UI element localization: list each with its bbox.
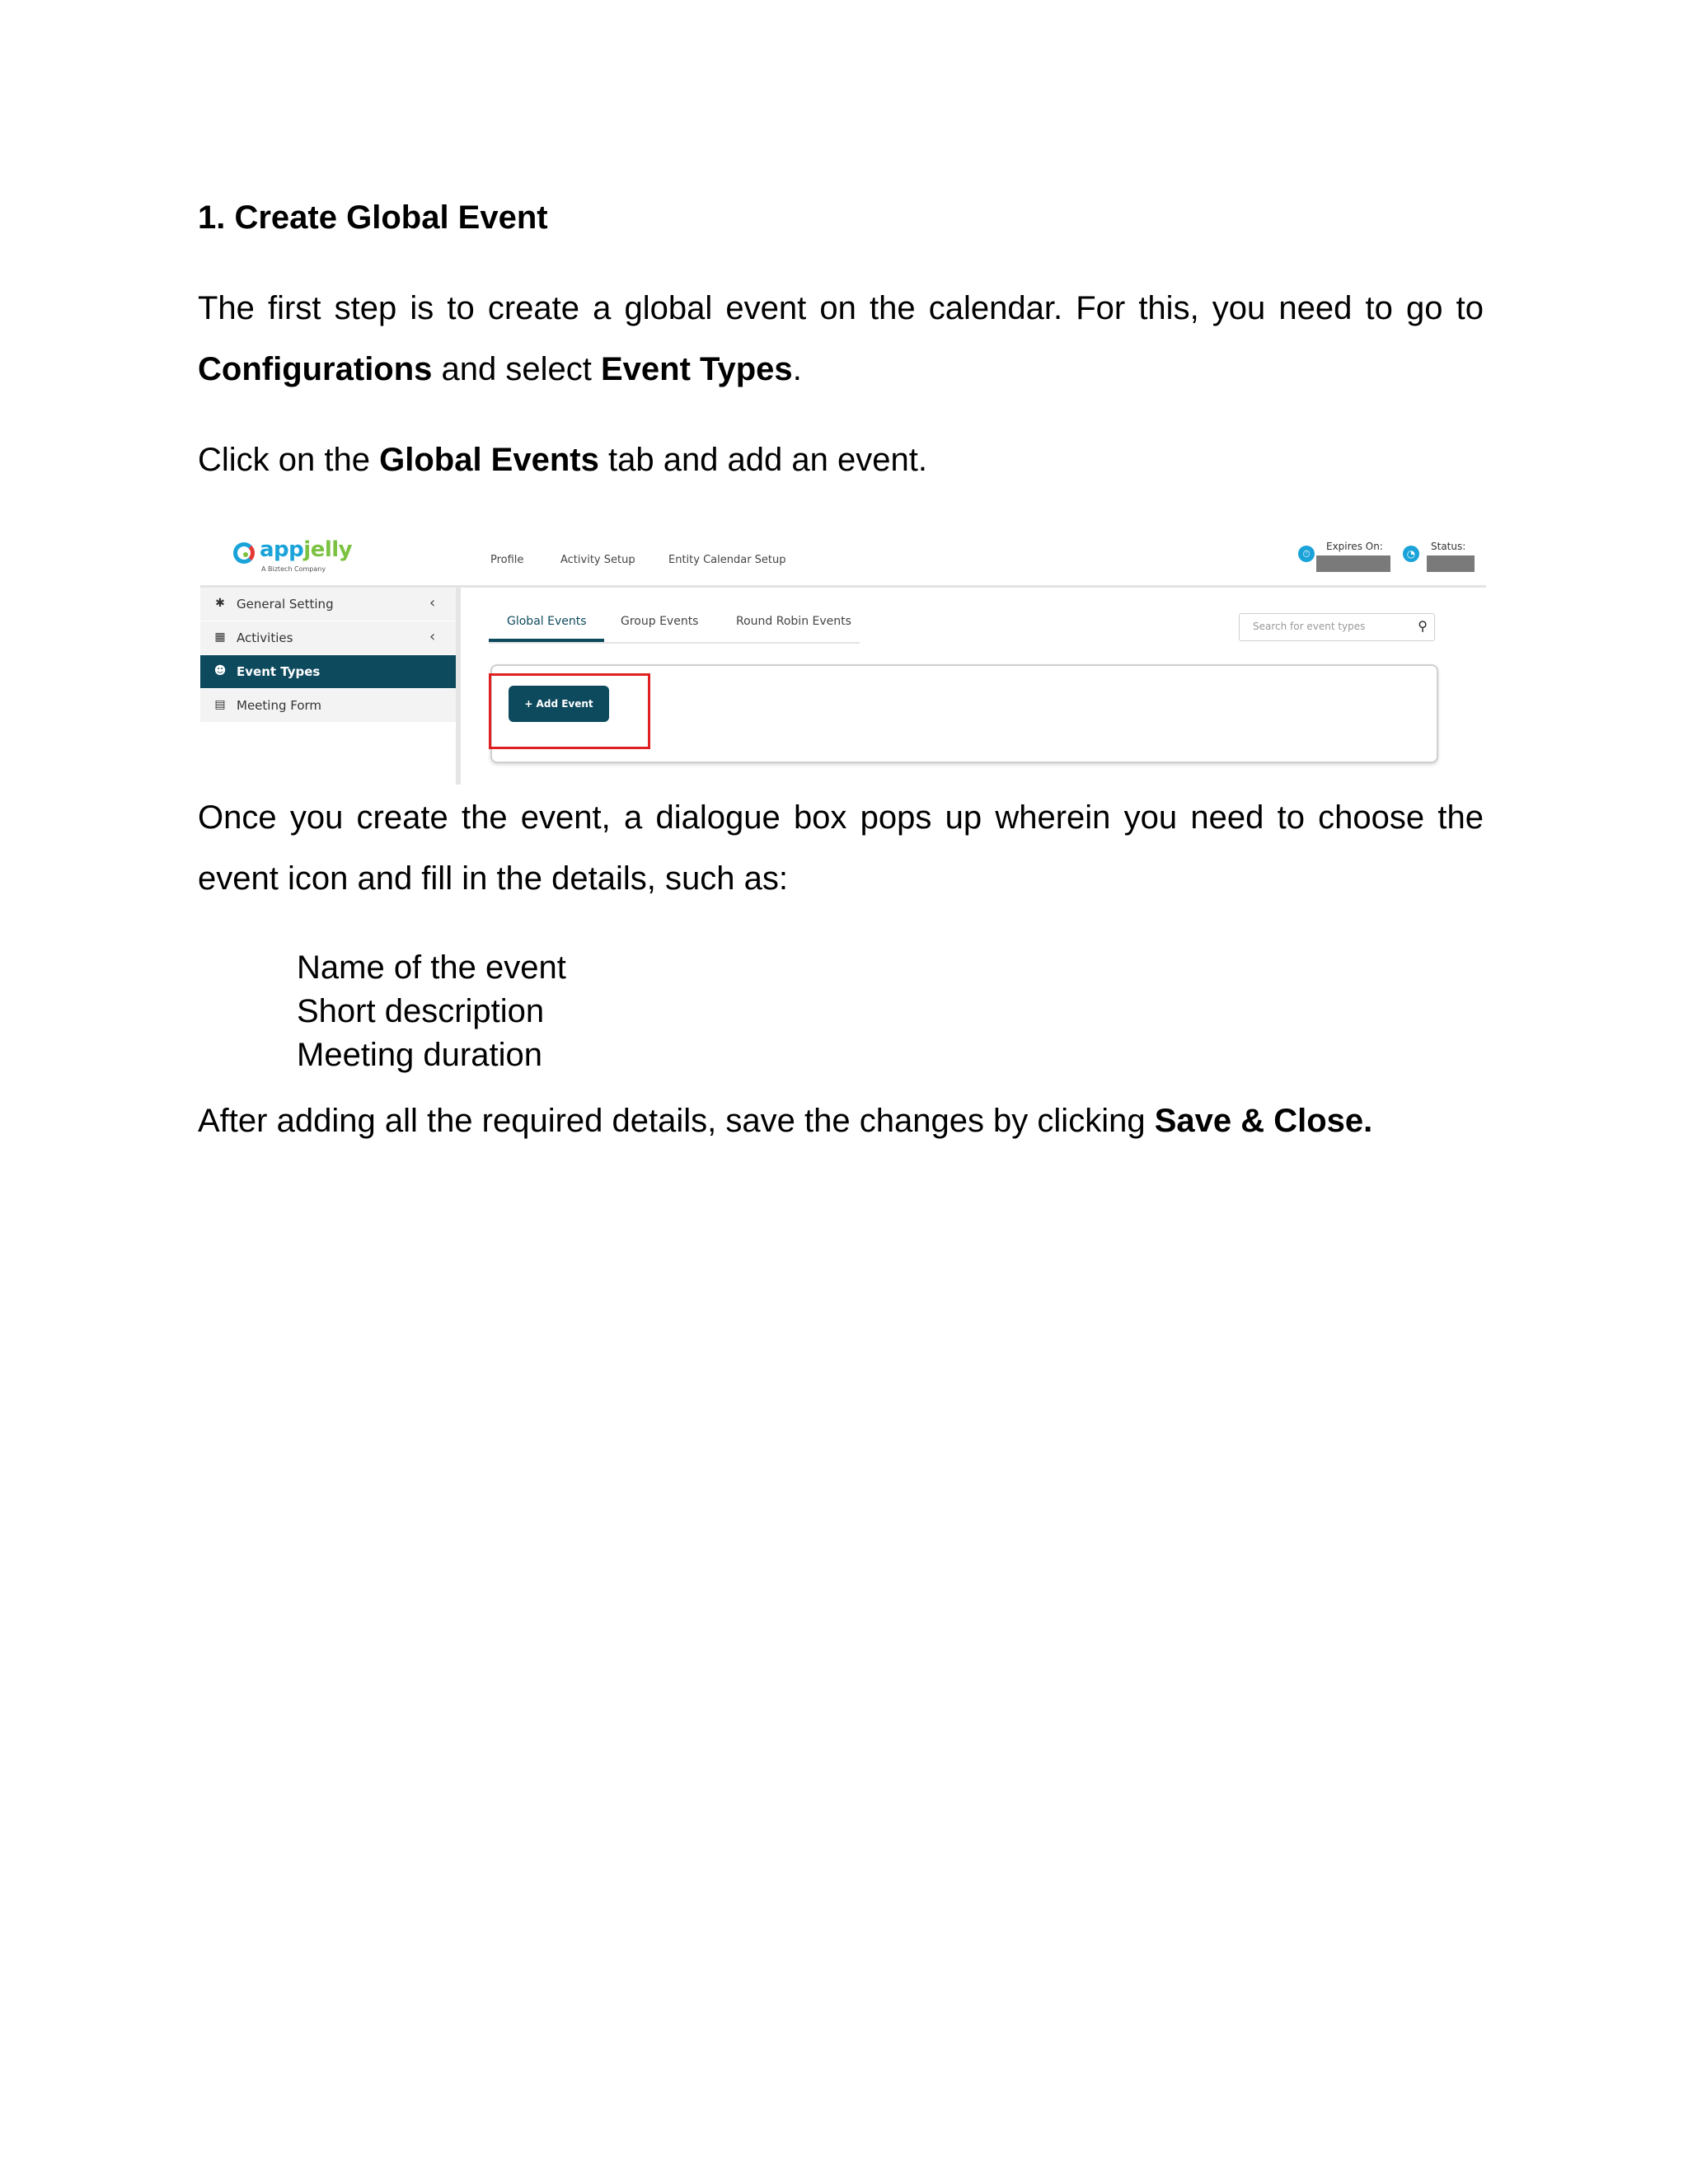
gear-icon: ✱ [215,597,225,610]
sidebar-item-meeting-form[interactable] [200,689,456,722]
period-text: . [792,351,802,387]
global-events-term: Global Events [379,442,599,478]
and-select-text: and select [432,351,601,387]
appjelly-logo-icon [233,542,255,564]
logo-app: app [260,537,304,562]
tab-group-events[interactable]: Group Events [621,615,699,628]
nav-profile[interactable]: Profile [490,554,524,566]
add-event-button[interactable]: + Add Event [509,686,609,722]
dialogue-paragraph-line2: event icon and fill in the details, such as: [198,860,788,897]
sidebar-item-label: Activities [237,630,293,645]
tab-global-events[interactable]: Global Events [507,615,587,628]
sidebar-item-activities[interactable] [200,621,456,654]
expires-label: Expires On: [1326,541,1383,552]
global-events-instruction [198,440,927,480]
search-placeholder: Search for event types [1253,621,1366,632]
app-screenshot [200,529,1486,785]
save-instruction-text: After adding all the required details, save the changes by clicking [198,1103,1155,1139]
nav-activity-setup[interactable]: Activity Setup [560,554,635,566]
sidebar-item-general-setting[interactable] [200,588,456,621]
chevron-left-icon[interactable]: ‹ [429,628,436,645]
click-on-text: Click on the [198,442,380,478]
search-icon[interactable]: ⚲ [1418,618,1428,634]
list-item: Short description [297,993,545,1029]
logo-text [260,537,352,562]
form-icon: ▤ [214,698,226,711]
event-types-term: Event Types [601,351,793,387]
sidebar-item-label: General Setting [237,597,334,612]
tab-round-robin-events[interactable]: Round Robin Events [736,615,851,628]
intro-paragraph-line2 [198,349,802,389]
search-input[interactable] [1239,613,1435,641]
intro-paragraph-line1: The first step is to create a global event on the calendar. For this, you need to go to [198,290,1484,326]
configurations-term: Configurations [198,351,433,387]
details-list [297,946,566,1077]
dialogue-paragraph-line1: Once you create the event, a dialogue box pops up wherein you need to choose the [198,799,1484,836]
tab-add-text: tab and add an event. [598,442,927,478]
event-tabs [489,605,860,644]
sidebar-item-label: Meeting Form [237,698,322,713]
highlight-box [489,673,650,749]
sidebar-item-event-types[interactable] [200,655,456,688]
logo-jelly: jelly [303,537,353,562]
save-instruction [198,1101,1372,1141]
sidebar [200,588,457,785]
expires-value-redacted [1316,555,1390,572]
status-value-redacted [1427,555,1475,572]
app-topbar [200,529,1486,588]
list-item: Name of the event [297,949,566,986]
calendar-icon: ▦ [214,630,226,644]
status-label: Status: [1431,541,1466,552]
nav-entity-calendar-setup[interactable]: Entity Calendar Setup [668,554,786,566]
list-item: Meeting duration [297,1037,542,1073]
logo-tagline: A Biztech Company [261,565,326,573]
status-icon: ◔ [1403,546,1419,562]
users-icon: ☻ [213,664,227,677]
sidebar-item-label: Event Types [237,664,321,679]
save-close-term: Save & Close. [1154,1103,1373,1139]
active-tab-indicator [489,639,604,642]
chevron-left-icon[interactable]: ‹ [429,594,436,612]
clock-icon: ⏱ [1298,546,1315,562]
section-heading: 1. Create Global Event [198,199,548,236]
sidebar-divider [456,588,461,785]
